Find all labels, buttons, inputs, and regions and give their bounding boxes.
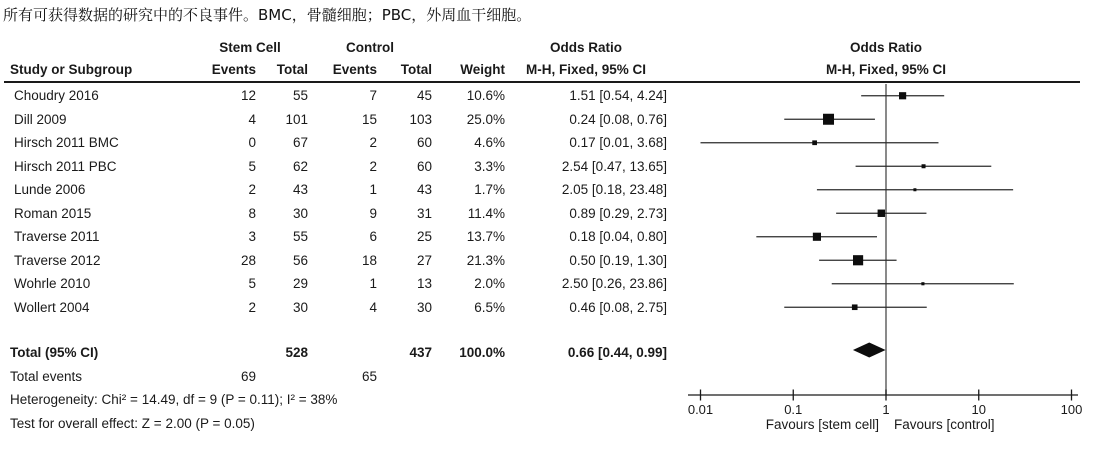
control-events: 6 [369, 229, 377, 244]
plot-odds-ratio-header: Odds Ratio [849, 40, 922, 55]
total-events-row [8, 365, 667, 389]
or-ci-text: 0.89 [0.29, 2.73] [569, 205, 667, 221]
total-events-control: 65 [361, 368, 377, 384]
study-name: Hirsch 2011 PBC [14, 158, 117, 174]
stem-cell-group-header: Stem Cell [219, 40, 281, 55]
study-name: Choudry 2016 [14, 88, 99, 103]
stemcell-total: 29 [292, 276, 308, 291]
or-ci-text: 2.54 [0.47, 13.65] [561, 158, 667, 174]
or-ci-text: 0.17 [0.01, 3.68] [569, 135, 667, 150]
or-ci-text: 0.24 [0.08, 0.76] [569, 111, 667, 127]
weight: 2.0% [474, 276, 505, 291]
weight: 6.5% [474, 299, 505, 315]
stemcell-events-column-header: Events [211, 62, 256, 77]
control-events: 9 [369, 205, 377, 221]
heterogeneity-footnote: Heterogeneity: Chi² = 14.49, df = 9 (P = 0.11); I² = 38% [10, 392, 338, 407]
stemcell-events: 5 [248, 276, 256, 291]
study-name: Wohrle 2010 [14, 276, 91, 291]
control-total: 13 [416, 276, 432, 291]
study-row [8, 178, 667, 202]
figure-caption: 所有可获得数据的研究中的不良事件。BMC，骨髓细胞；PBC，外周血干细胞。 [3, 6, 532, 24]
control-total: 60 [416, 135, 432, 150]
study-or-marker [823, 114, 834, 125]
total-diamond [853, 343, 886, 358]
control-events: 4 [369, 299, 377, 315]
control-total: 103 [409, 111, 432, 127]
study-row [8, 84, 667, 108]
study-or-marker [878, 210, 885, 217]
weight: 3.3% [474, 158, 505, 174]
total-row [8, 341, 667, 365]
table-column-header-row [8, 59, 667, 80]
total-events-label: Total events [10, 368, 83, 384]
control-total: 43 [416, 182, 432, 197]
study-or-marker [913, 188, 916, 191]
study-or-marker [922, 164, 926, 168]
total-control-total: 437 [409, 345, 432, 360]
study-name: Hirsch 2011 BMC [14, 135, 119, 150]
control-events-column-header: Events [332, 62, 377, 77]
control-total: 30 [416, 299, 432, 315]
study-row [8, 249, 667, 273]
weight: 1.7% [474, 182, 505, 197]
study-or-marker [813, 233, 821, 241]
control-total: 27 [416, 252, 432, 268]
stemcell-events: 2 [248, 299, 256, 315]
weight: 4.6% [474, 135, 505, 150]
header-rule [4, 81, 1080, 83]
favours-left-label: Favours [stem cell] [765, 417, 879, 432]
odds-ratio-group-header: Odds Ratio [549, 40, 622, 55]
plot-mh-ci-header: M-H, Fixed, 95% CI [825, 62, 947, 77]
or-ci-text: 0.50 [0.19, 1.30] [569, 252, 667, 268]
stemcell-total: 62 [292, 158, 308, 174]
total-weight: 100.0% [459, 345, 505, 360]
or-ci-text: 0.46 [0.08, 2.75] [569, 299, 667, 315]
table-group-header-row [8, 38, 667, 58]
control-events: 2 [369, 135, 377, 150]
control-events: 18 [361, 252, 377, 268]
control-events: 2 [369, 158, 377, 174]
study-or-marker [899, 92, 906, 99]
control-events: 7 [369, 88, 377, 103]
x-tick-label: 0.1 [784, 402, 803, 417]
study-name: Traverse 2011 [14, 229, 100, 244]
stemcell-total-column-header: Total [276, 62, 308, 77]
weight: 13.7% [466, 229, 505, 244]
stemcell-events: 4 [248, 111, 256, 127]
control-total: 45 [416, 88, 432, 103]
total-label: Total (95% CI) [10, 345, 99, 360]
study-row [8, 296, 667, 320]
study-rows [8, 84, 667, 319]
study-name: Lunde 2006 [14, 182, 86, 197]
stemcell-total: 30 [292, 299, 308, 315]
study-row [8, 108, 667, 132]
weight: 25.0% [466, 111, 505, 127]
study-row [8, 155, 667, 179]
study-row [8, 202, 667, 226]
control-total: 31 [416, 205, 432, 221]
stemcell-events: 5 [248, 158, 256, 174]
study-or-marker [853, 255, 863, 265]
study-name: Dill 2009 [14, 111, 67, 127]
or-ci-text: 2.50 [0.26, 23.86] [561, 276, 667, 291]
stemcell-events: 3 [248, 229, 256, 244]
control-events: 1 [369, 182, 377, 197]
weight: 21.3% [466, 252, 505, 268]
study-row [8, 272, 667, 296]
overall-effect-footnote: Test for overall effect: Z = 2.00 (P = 0.05) [10, 416, 255, 431]
x-tick-label: 10 [971, 402, 986, 417]
stemcell-total: 56 [292, 252, 308, 268]
forest-plot-canvas [660, 84, 1101, 450]
total-stemcell-total: 528 [285, 345, 308, 360]
stemcell-total: 43 [292, 182, 308, 197]
stemcell-total: 30 [292, 205, 308, 221]
weight-column-header: Weight [460, 62, 505, 77]
or-ci-text: 0.18 [0.04, 0.80] [569, 229, 667, 244]
stemcell-events: 0 [248, 135, 256, 150]
control-group-header: Control [346, 40, 394, 55]
stemcell-total: 67 [292, 135, 308, 150]
stemcell-events: 28 [240, 252, 256, 268]
stemcell-events: 12 [240, 88, 256, 103]
study-name: Wollert 2004 [14, 299, 90, 315]
plot-header [776, 38, 996, 80]
study-row [8, 225, 667, 249]
study-name: Traverse 2012 [14, 252, 101, 268]
stemcell-events: 8 [248, 205, 256, 221]
x-tick-label: 100 [1060, 402, 1083, 417]
stemcell-total: 55 [292, 229, 308, 244]
weight: 11.4% [467, 205, 505, 221]
x-tick-label: 0.01 [687, 402, 714, 417]
total-or-ci: 0.66 [0.44, 0.99] [567, 345, 667, 360]
study-or-marker [812, 140, 817, 145]
stemcell-total: 101 [285, 111, 308, 127]
control-total-column-header: Total [400, 62, 432, 77]
study-column-header: Study or Subgroup [10, 62, 133, 77]
control-total: 60 [416, 158, 432, 174]
study-or-marker [921, 282, 924, 285]
mh-ci-column-header: M-H, Fixed, 95% CI [525, 62, 647, 77]
favours-right-label: Favours [control] [894, 417, 995, 432]
control-events: 1 [369, 276, 377, 291]
or-ci-text: 2.05 [0.18, 23.48] [561, 182, 667, 197]
weight: 10.6% [466, 88, 505, 103]
x-tick-label: 1 [882, 402, 890, 417]
or-ci-text: 1.51 [0.54, 4.24] [569, 88, 667, 103]
stemcell-total: 55 [292, 88, 308, 103]
stemcell-events: 2 [248, 182, 256, 197]
study-or-marker [852, 304, 858, 310]
total-events-stemcell: 69 [240, 368, 256, 384]
control-total: 25 [416, 229, 432, 244]
study-name: Roman 2015 [14, 205, 92, 221]
study-row [8, 131, 667, 155]
control-events: 15 [361, 111, 377, 127]
